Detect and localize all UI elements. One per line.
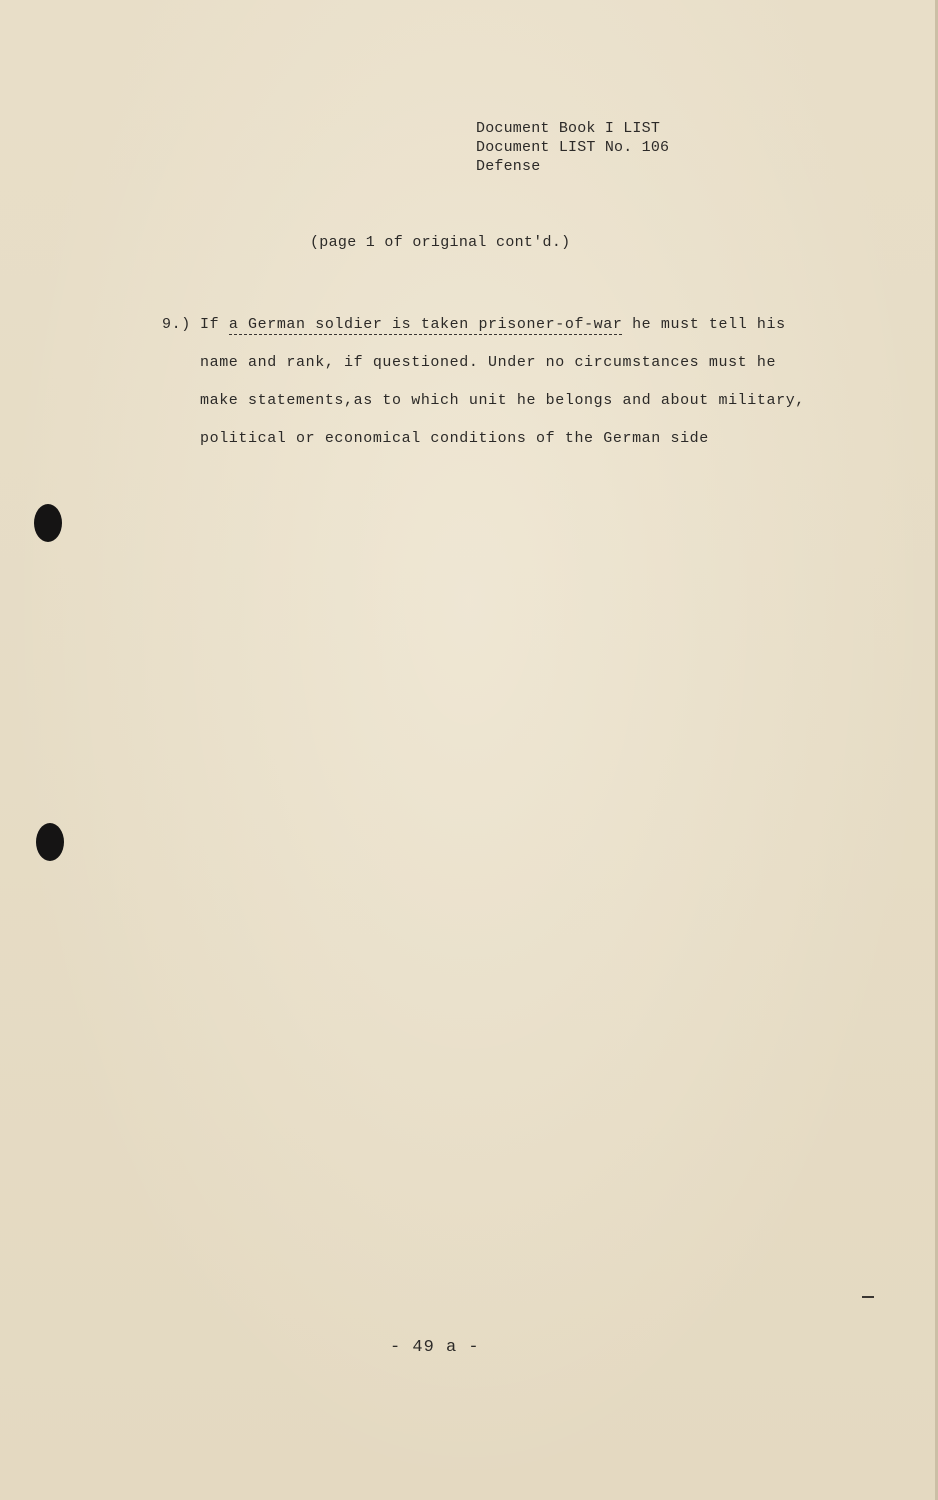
punch-hole-lower (36, 823, 64, 861)
page-number: - 49 a - (390, 1338, 480, 1357)
header-line-book: Document Book I LIST (476, 120, 661, 137)
document-header (476, 119, 669, 176)
paragraph-number: 9.) (162, 316, 191, 333)
continued-note: (page 1 of original cont'd.) (310, 234, 571, 251)
line1-prefix: If (200, 316, 229, 333)
margin-mark (862, 1296, 874, 1298)
punch-hole-upper (34, 504, 62, 542)
paragraph-line-4: political or economical conditions of the German side (200, 430, 709, 447)
paragraph-9 (162, 306, 822, 458)
paragraph-line-2: name and rank, if questioned. Under no circumstances must he (200, 354, 777, 371)
paragraph-line-3: make statements,as to which unit he belongs and about military, (200, 392, 805, 409)
header-line-defense: Defense (476, 158, 541, 175)
line1-suffix: he must tell his (622, 316, 786, 333)
line1-underlined-text: a German soldier is taken prisoner-of-war (228, 316, 623, 333)
header-line-number: Document LIST No. 106 (476, 139, 670, 156)
paragraph-line-1 (162, 306, 822, 344)
